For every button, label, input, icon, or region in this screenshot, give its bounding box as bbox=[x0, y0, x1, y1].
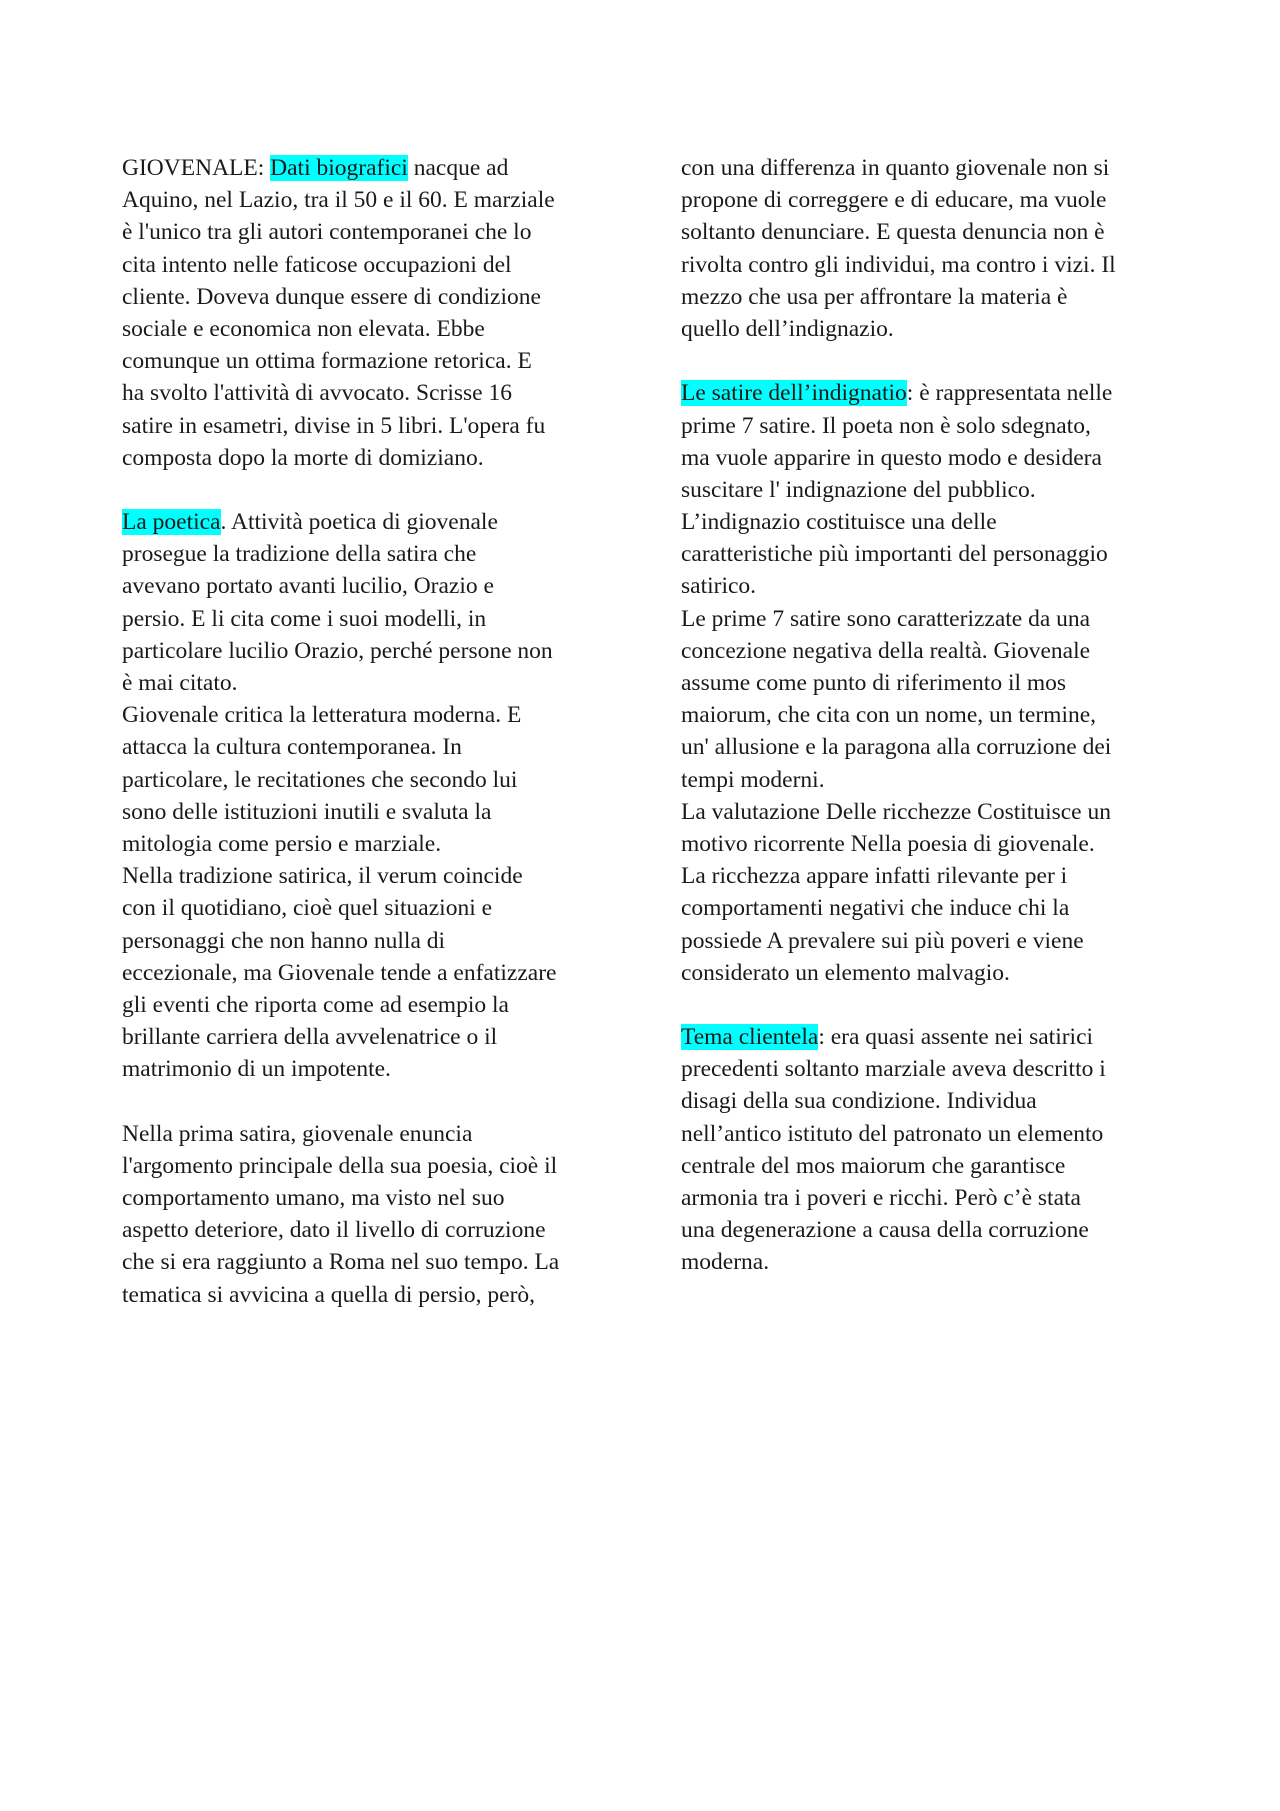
first-line-rest: : è rappresentata nelle bbox=[906, 380, 1113, 407]
text-line: motivo ricorrente Nella poesia di giovenale. bbox=[681, 830, 1095, 857]
text-line: tempi moderni. bbox=[681, 766, 825, 793]
text-line: Nella prima satira, giovenale enuncia bbox=[122, 1120, 473, 1147]
text-line: prosegue la tradizione della satira che bbox=[122, 541, 477, 568]
highlight-tema-clientela: Tema clientela bbox=[681, 1024, 819, 1051]
text-line: quello dell’indignazio. bbox=[681, 315, 894, 342]
text-line: cita intento nelle faticose occupazioni del bbox=[122, 251, 512, 278]
text-line: ha svolto l'attività di avvocato. Scrisse 16 bbox=[122, 380, 512, 407]
text-line: Le prime 7 satire sono caratterizzate da una bbox=[681, 605, 1091, 632]
text-line: sono delle istituzioni inutili e svaluta la bbox=[122, 798, 492, 825]
text-line: gli eventi che riporta come ad esempio la bbox=[122, 991, 509, 1018]
first-line-rest: nacque ad bbox=[407, 155, 509, 181]
text-line: Nella tradizione satirica, il verum coincide bbox=[122, 863, 523, 890]
text-line: disagi della sua condizione. Individua bbox=[681, 1088, 1037, 1115]
text-line: comportamento umano, ma visto nel suo bbox=[122, 1185, 505, 1211]
text-line: sociale e economica non elevata. Ebbe bbox=[122, 315, 485, 342]
text-line: è l'unico tra gli autori contemporanei che lo bbox=[122, 219, 532, 246]
paragraph-gap bbox=[122, 1085, 610, 1117]
first-line-rest: : era quasi assente nei satirici bbox=[818, 1024, 1094, 1051]
text-line: propone di correggere e di educare, ma vuole bbox=[681, 187, 1107, 214]
text-line: matrimonio di un impotente. bbox=[122, 1056, 391, 1083]
left-column bbox=[122, 152, 610, 1311]
text-line: prime 7 satire. Il poeta non è solo sdegnato, bbox=[681, 412, 1091, 439]
text-line: L’indignazio costituisce una delle bbox=[681, 509, 997, 536]
text-line: caratteristiche più importanti del personaggio bbox=[681, 541, 1108, 568]
text-line: con una differenza in quanto giovenale non si bbox=[681, 155, 1110, 181]
paragraph-continuation bbox=[681, 152, 1171, 345]
text-line: satirico. bbox=[681, 573, 757, 600]
text-line: Aquino, nel Lazio, tra il 50 e il 60. E marziale bbox=[122, 187, 555, 214]
text-line: composta dopo la morte di domiziano. bbox=[122, 444, 484, 471]
paragraph-first-line bbox=[122, 152, 610, 184]
text-line: soltanto denunciare. E questa denuncia non è bbox=[681, 219, 1105, 246]
paragraph-biography bbox=[122, 152, 610, 474]
paragraph-first-line bbox=[681, 377, 1171, 409]
text-line: considerato un elemento malvagio. bbox=[681, 959, 1010, 986]
text-line: una degenerazione a causa della corruzione bbox=[681, 1217, 1089, 1244]
text-line: un' allusione e la paragona alla corruzione dei bbox=[681, 734, 1112, 761]
paragraph-satire-indignatio bbox=[681, 377, 1171, 989]
author-heading: GIOVENALE: bbox=[122, 155, 271, 181]
text-line: con il quotidiano, cioè quel situazioni e bbox=[122, 895, 493, 922]
text-line: tematica si avvicina a quella di persio, però, bbox=[122, 1281, 536, 1308]
paragraph-gap bbox=[681, 989, 1171, 1021]
text-line: mezzo che usa per affrontare la materia è bbox=[681, 283, 1068, 310]
text-line: particolare, le recitationes che secondo lui bbox=[122, 766, 518, 793]
text-line: mitologia come persio e marziale. bbox=[122, 830, 442, 857]
highlight-la-poetica: La poetica bbox=[122, 509, 221, 536]
text-line: l'argomento principale della sua poesia, cioè il bbox=[122, 1152, 558, 1179]
text-line: maiorum, che cita con un nome, un termine, bbox=[681, 702, 1097, 729]
highlight-satire-indignatio: Le satire dell’indignatio bbox=[681, 380, 907, 407]
text-line: rivolta contro gli individui, ma contro i vizi. Il bbox=[681, 251, 1116, 278]
text-line: La ricchezza appare infatti rilevante per i bbox=[681, 863, 1068, 890]
text-line: ma vuole apparire in questo modo e desidera bbox=[681, 444, 1102, 471]
paragraph-first-line bbox=[681, 1021, 1171, 1053]
text-line: aspetto deteriore, dato il livello di corruzione bbox=[122, 1217, 546, 1244]
text-line: precedenti soltanto marziale aveva descritto i bbox=[681, 1056, 1106, 1083]
text-line: è mai citato. bbox=[122, 670, 238, 696]
text-line: suscitare l' indignazione del pubblico. bbox=[681, 476, 1036, 503]
text-line: persio. E li cita come i suoi modelli, in bbox=[122, 605, 487, 632]
text-line: attacca la cultura contemporanea. In bbox=[122, 734, 462, 761]
text-line: personaggi che non hanno nulla di bbox=[122, 927, 446, 954]
text-line: eccezionale, ma Giovenale tende a enfatizzare bbox=[122, 959, 557, 986]
text-line: La valutazione Delle ricchezze Costituisce un bbox=[681, 798, 1111, 825]
paragraph-prima-satira bbox=[122, 1118, 610, 1311]
right-column bbox=[681, 152, 1171, 1279]
text-line: Giovenale critica la letteratura moderna. E bbox=[122, 702, 522, 729]
highlight-dati-biografici: Dati biografici bbox=[270, 155, 408, 181]
text-line: particolare lucilio Orazio, perché persone non bbox=[122, 637, 553, 664]
paragraph-tema-clientela bbox=[681, 1021, 1171, 1279]
text-line: cliente. Doveva dunque essere di condizione bbox=[122, 283, 541, 310]
text-line: comportamenti negativi che induce chi la bbox=[681, 895, 1070, 922]
text-line: nell’antico istituto del patronato un elemento bbox=[681, 1120, 1104, 1147]
paragraph-poetica bbox=[122, 506, 610, 1085]
text-line: armonia tra i poveri e ricchi. Però c’è stata bbox=[681, 1185, 1081, 1211]
text-line: comunque un ottima formazione retorica. E bbox=[122, 348, 532, 375]
first-line-rest: . Attività poetica di giovenale bbox=[220, 509, 498, 536]
text-line: possiede A prevalere sui più poveri e viene bbox=[681, 927, 1084, 954]
text-line: assume come punto di riferimento il mos bbox=[681, 670, 1067, 696]
text-line: moderna. bbox=[681, 1249, 770, 1276]
paragraph-gap bbox=[122, 474, 610, 506]
text-line: avevano portato avanti lucilio, Orazio e bbox=[122, 573, 494, 600]
text-line: satire in esametri, divise in 5 libri. L'opera fu bbox=[122, 412, 546, 439]
paragraph-gap bbox=[681, 345, 1171, 377]
text-line: concezione negativa della realtà. Giovenale bbox=[681, 637, 1091, 664]
text-line: che si era raggiunto a Roma nel suo tempo. La bbox=[122, 1249, 560, 1276]
text-line: centrale del mos maiorum che garantisce bbox=[681, 1152, 1066, 1179]
text-line: brillante carriera della avvelenatrice o il bbox=[122, 1024, 498, 1051]
paragraph-first-line bbox=[122, 506, 610, 538]
